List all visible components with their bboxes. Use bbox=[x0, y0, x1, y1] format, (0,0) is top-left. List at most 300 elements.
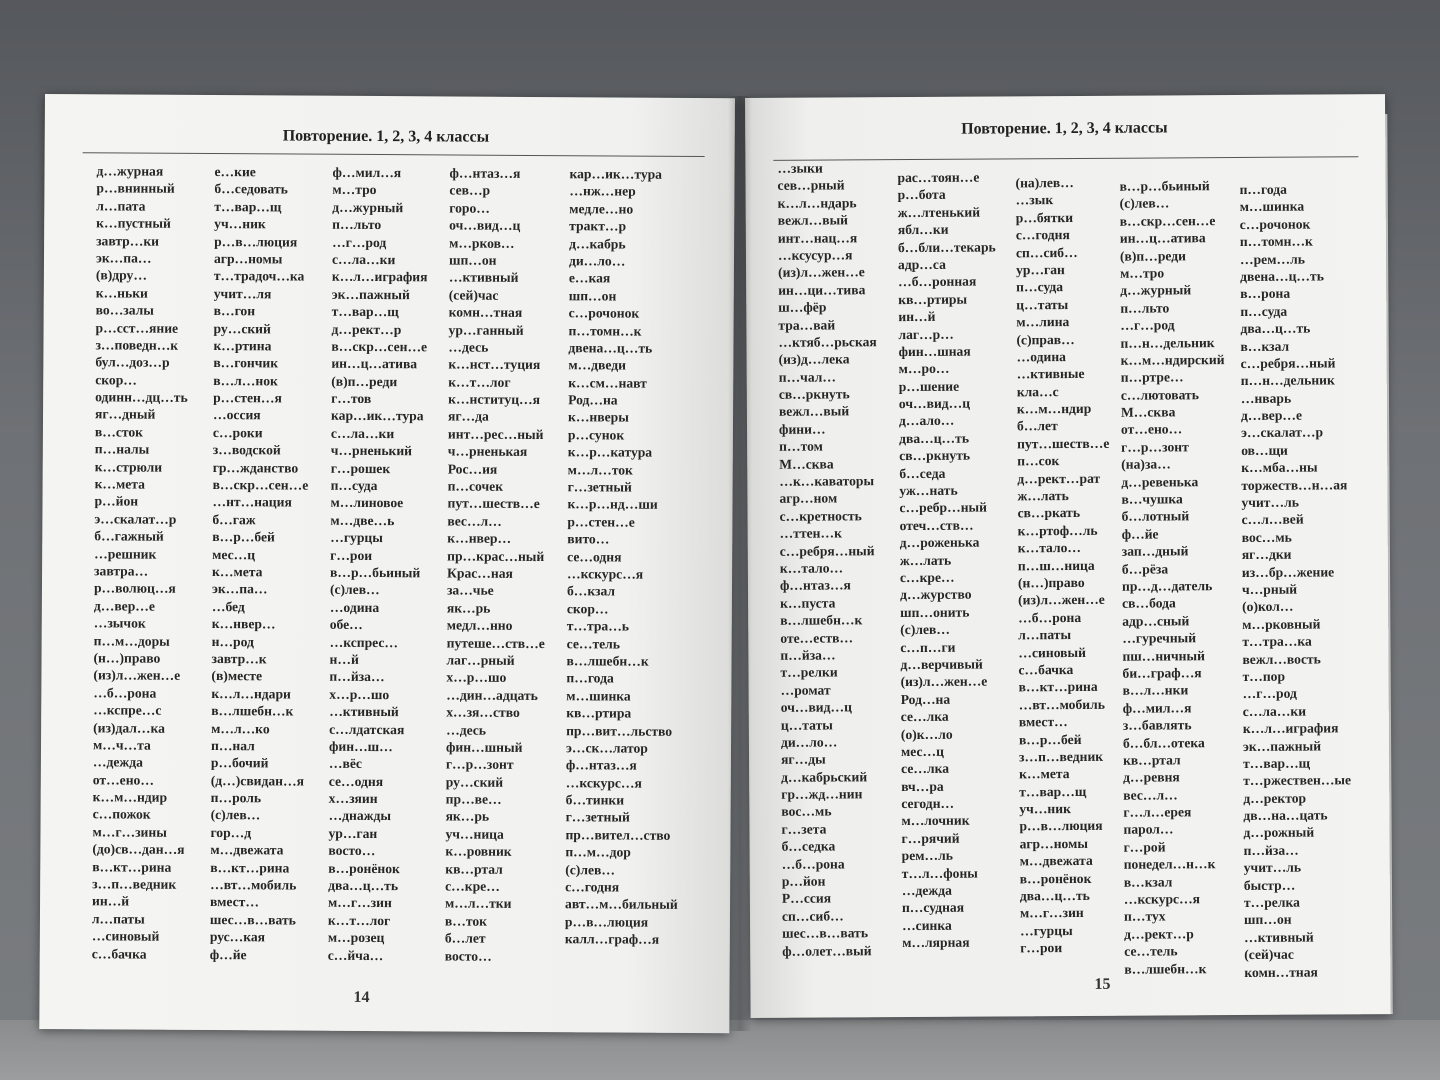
word-item: пр…ве… bbox=[445, 791, 502, 807]
word-item: д…журный bbox=[1120, 282, 1192, 299]
word-item: …зык bbox=[1015, 192, 1054, 208]
word-item: в…кзал bbox=[1123, 874, 1173, 890]
word-item: кв…ртал bbox=[445, 861, 503, 877]
word-item: учит…ль bbox=[1241, 494, 1299, 511]
word-item: м…рковный bbox=[1242, 616, 1321, 632]
word-item: г…рои bbox=[330, 547, 373, 563]
word-item: от…ено… bbox=[92, 771, 155, 788]
word-item: Рос…ия bbox=[447, 461, 498, 477]
word-item: комн…тная bbox=[1244, 964, 1318, 980]
word-item: шп…он bbox=[448, 252, 497, 268]
word-item: як…рь bbox=[445, 808, 490, 825]
word-item: к…стрюли bbox=[94, 458, 163, 475]
word-item: с…ла…ки bbox=[330, 425, 395, 441]
word-item: р…в…люция bbox=[214, 233, 298, 250]
right-page-column-3 bbox=[1015, 174, 1112, 957]
word-item: к…тало… bbox=[779, 560, 844, 576]
word-item: мес…ц bbox=[212, 546, 256, 562]
word-item: эк…па… bbox=[211, 581, 268, 597]
word-item: шес…в…вать bbox=[209, 911, 296, 928]
word-item: е…кие bbox=[214, 164, 256, 180]
word-item: …ксусур…я bbox=[777, 247, 853, 263]
word-item: св…ркнуть bbox=[899, 447, 971, 464]
word-item: г…р…зонт bbox=[445, 756, 514, 773]
word-item: к…нверы bbox=[567, 409, 629, 426]
word-item: л…паты bbox=[91, 911, 145, 927]
word-item: Род…на bbox=[900, 691, 951, 707]
word-item: м…тро bbox=[1120, 265, 1165, 281]
word-item: м…ч…та bbox=[92, 737, 151, 753]
word-item: д…вер…е bbox=[1240, 407, 1303, 424]
word-item: ов…щи bbox=[1241, 442, 1288, 458]
word-item: м…ро… bbox=[898, 361, 950, 377]
word-item: …ттен…к bbox=[779, 525, 842, 541]
word-item: адр…сный bbox=[1122, 613, 1190, 629]
word-item: учит…ль bbox=[1243, 859, 1302, 876]
word-item: учит…ля bbox=[213, 285, 272, 302]
word-item: в…лшебн…к bbox=[211, 703, 294, 719]
word-item: (с)лев… bbox=[329, 582, 380, 598]
word-item: к…мета bbox=[1019, 766, 1070, 782]
word-item: сп…сиб… bbox=[1015, 244, 1078, 260]
word-item: з…поведн…к bbox=[95, 337, 179, 353]
word-item: …дин…адцать bbox=[446, 687, 538, 703]
word-item: ц…таты bbox=[1016, 296, 1069, 313]
word-item: р…бятки bbox=[1015, 209, 1074, 226]
word-item: …десь bbox=[446, 721, 487, 738]
word-item: к…м…ндирский bbox=[1120, 351, 1225, 368]
left-page-column-1 bbox=[92, 162, 189, 963]
word-item: сев…рный bbox=[777, 177, 845, 194]
word-item: тракт…р bbox=[569, 218, 627, 234]
word-item: в…р…бьиный bbox=[1119, 178, 1210, 194]
word-item: (в)п…реди bbox=[1119, 247, 1186, 264]
word-item: …синовый bbox=[1018, 644, 1086, 660]
word-item: …рем…ль bbox=[1239, 251, 1305, 267]
word-item: п…йза… bbox=[1243, 842, 1299, 858]
word-item: уч…ник bbox=[1019, 801, 1071, 817]
word-item: зап…дный bbox=[1121, 543, 1189, 559]
word-item: в…лшебн…к bbox=[780, 612, 863, 628]
word-item: э…скалат…р bbox=[94, 511, 177, 527]
word-item: эк…па… bbox=[95, 250, 152, 266]
word-item: р…стен…е bbox=[567, 514, 635, 530]
word-item: оч…вид…ц bbox=[898, 395, 971, 412]
word-item: ябл…ки bbox=[897, 221, 949, 238]
word-item: …б…ронная bbox=[898, 273, 977, 290]
left-page-header: Повторение. 1, 2, 3, 4 классы bbox=[282, 127, 490, 146]
word-item: сев…р bbox=[449, 182, 491, 199]
word-item: вежл…вый bbox=[777, 212, 849, 228]
word-item: …бед bbox=[211, 598, 245, 614]
word-item: в…ронёнок bbox=[1019, 870, 1092, 886]
word-item: т…л…фоны bbox=[901, 865, 978, 881]
word-item: м…лина bbox=[1016, 314, 1070, 330]
word-item: к…нституц…я bbox=[448, 391, 541, 408]
word-item: в…чушка bbox=[1121, 491, 1183, 507]
word-item: (с)лев… bbox=[210, 807, 261, 823]
word-item: д…ревенька bbox=[1121, 473, 1199, 490]
word-item: к…мета bbox=[94, 476, 146, 492]
word-item: с…кре… bbox=[899, 569, 955, 586]
word-item: вежл…вость bbox=[1242, 651, 1321, 667]
word-item: …одина bbox=[1016, 348, 1066, 365]
word-item: ур…ганный bbox=[448, 321, 524, 338]
word-item: п…нал bbox=[210, 737, 255, 754]
word-item: …зыки bbox=[777, 160, 823, 176]
word-item: г…л…ерея bbox=[1123, 804, 1192, 820]
word-item: р…внинный bbox=[96, 180, 175, 197]
word-item: с…кретность bbox=[779, 508, 862, 524]
word-item: ф…нтаз…я bbox=[565, 757, 637, 773]
word-item: шп…он bbox=[1243, 912, 1292, 928]
word-item: ф…йе bbox=[209, 946, 247, 962]
word-item: …синовый bbox=[91, 928, 160, 944]
word-item: ч…рный bbox=[1241, 581, 1298, 597]
word-item: ф…мил…я bbox=[1122, 700, 1192, 716]
word-item: т…вар…щ bbox=[1019, 783, 1087, 800]
word-item: н…род bbox=[211, 633, 254, 649]
word-item: к…мета bbox=[212, 564, 263, 580]
word-item: с…лдатская bbox=[329, 721, 405, 737]
word-item: …нт…нация bbox=[212, 494, 292, 510]
word-item: (о)кол… bbox=[1242, 599, 1294, 615]
word-item: мес…ц bbox=[900, 743, 944, 759]
word-item: к…ньки bbox=[95, 285, 148, 301]
word-item: п…сок bbox=[1017, 453, 1060, 469]
word-item: (с)лев… bbox=[900, 621, 950, 638]
word-item: (из)л…жен…е bbox=[93, 667, 181, 684]
word-item: се…тель bbox=[566, 635, 621, 652]
word-item: б…гажный bbox=[94, 528, 164, 544]
word-item: парол… bbox=[1123, 821, 1174, 838]
word-item: м…лярная bbox=[902, 934, 970, 951]
word-item: гор…д bbox=[210, 824, 252, 841]
right-page-column-5 bbox=[1240, 180, 1353, 981]
word-item: к…пустный bbox=[96, 215, 171, 231]
word-item: гр…жданство bbox=[212, 459, 299, 476]
word-item: ин…й bbox=[92, 893, 130, 909]
word-item: п…суда bbox=[330, 477, 378, 494]
word-item: п…суда bbox=[1240, 303, 1288, 319]
word-item: п…года bbox=[1239, 181, 1287, 197]
word-item: оч…вид…ц bbox=[449, 217, 521, 234]
word-item: вос…мь bbox=[1241, 529, 1292, 545]
word-item: из…бр…жение bbox=[1241, 564, 1335, 580]
word-item: б…кзал bbox=[566, 583, 616, 599]
word-item: се…одня bbox=[328, 773, 384, 789]
word-item: с…л…вей bbox=[1241, 512, 1304, 528]
word-item: дв…на…цать bbox=[1243, 807, 1328, 824]
word-item: се…тель bbox=[1124, 943, 1178, 959]
word-item: б…седа bbox=[899, 465, 946, 481]
word-item: …ктивные bbox=[1016, 366, 1085, 382]
word-item: (до)св…дан…я bbox=[92, 841, 185, 858]
word-item: …дежда bbox=[901, 882, 952, 899]
word-item: в…кт…рина bbox=[1018, 679, 1098, 695]
word-item: в…р…бьиный bbox=[330, 564, 421, 581]
word-item: д…кабрь bbox=[569, 235, 626, 252]
word-item: ж…лать bbox=[899, 552, 952, 568]
word-item: е…кая bbox=[568, 270, 611, 286]
word-item: п…года bbox=[566, 670, 614, 686]
word-item: вмест… bbox=[210, 894, 259, 910]
word-item: м…г…зин bbox=[1019, 905, 1084, 921]
word-item: г…зетный bbox=[565, 809, 630, 826]
right-word-columns bbox=[745, 156, 1390, 980]
word-item: б…лет bbox=[1016, 418, 1058, 434]
left-page-column-4 bbox=[445, 164, 548, 965]
word-item: в…л…нки bbox=[1122, 682, 1189, 699]
word-item: т…вар…щ bbox=[1243, 755, 1311, 771]
word-item: в…кзал bbox=[1240, 338, 1290, 354]
word-item: л…пата bbox=[96, 198, 146, 214]
word-item: (из)л…жен…е bbox=[778, 264, 865, 281]
word-item: м…л…ко bbox=[211, 720, 270, 736]
word-item: вес…л… bbox=[1123, 787, 1178, 803]
word-item: ур…ган bbox=[328, 825, 378, 841]
word-item: ж…лать bbox=[1017, 488, 1069, 504]
word-item: медле…но bbox=[569, 200, 634, 217]
word-item: шес…в…вать bbox=[782, 925, 869, 941]
word-item: от…ено… bbox=[1120, 421, 1183, 438]
word-item: з…п…ведник bbox=[1018, 748, 1104, 765]
word-item: агр…ном bbox=[779, 490, 838, 507]
word-item: ч…рненький bbox=[330, 443, 413, 459]
word-item: м…розец bbox=[327, 929, 385, 946]
word-item: инт…нац…я bbox=[777, 229, 858, 246]
word-item: св…ркнуть bbox=[778, 386, 850, 402]
word-item: з…бавлять bbox=[1122, 717, 1192, 733]
word-item: д…верчивый bbox=[900, 656, 983, 672]
word-item: агр…номы bbox=[1019, 835, 1088, 852]
word-item: п…н…дельник bbox=[1120, 334, 1215, 351]
word-item: р…в…люция bbox=[564, 913, 649, 930]
word-item: м…л…тки bbox=[445, 895, 512, 912]
word-item: пр…крас…ный bbox=[447, 548, 545, 564]
word-item: (сей)час bbox=[448, 287, 499, 303]
word-item: в…кт…рина bbox=[210, 859, 290, 876]
word-item: к…ртина bbox=[213, 337, 272, 354]
word-item: рем…ль bbox=[901, 847, 953, 864]
word-item: шп…онить bbox=[900, 604, 970, 620]
word-item: за…чье bbox=[446, 582, 494, 599]
word-item: к…нвер… bbox=[211, 616, 276, 632]
word-item: м…дведи bbox=[568, 357, 627, 373]
word-item: к…см…навт bbox=[568, 374, 647, 391]
word-item: Род…на bbox=[568, 392, 618, 408]
word-item: (из)л…жен…е bbox=[1018, 592, 1105, 608]
word-item: Крас…ная bbox=[447, 565, 513, 581]
word-item: …гуречный bbox=[1122, 630, 1197, 646]
left-page-column-5 bbox=[565, 165, 682, 948]
word-item: н…й bbox=[329, 651, 359, 667]
word-item: м…две…ь bbox=[330, 512, 395, 528]
word-item: р…йон bbox=[781, 873, 826, 889]
word-item: (д…)свидан…я bbox=[210, 772, 305, 789]
word-item: пр…вит…льство bbox=[566, 722, 673, 739]
word-item: (с)лев… bbox=[565, 861, 616, 878]
word-item: завтр…ки bbox=[96, 232, 160, 249]
word-item: …г…род bbox=[1120, 317, 1175, 333]
word-item: …нж…нер bbox=[569, 183, 636, 200]
word-item: м…шинка bbox=[1239, 198, 1305, 215]
left-page bbox=[39, 94, 735, 1033]
left-page-column-2 bbox=[210, 163, 311, 964]
word-item: шп…он bbox=[568, 287, 617, 304]
word-item: г…зетный bbox=[567, 479, 632, 495]
word-item: …г…род bbox=[1242, 685, 1297, 702]
word-item: п…том bbox=[779, 438, 823, 455]
word-item: …кскурс…я bbox=[1123, 891, 1201, 907]
word-item: г…рошек bbox=[330, 460, 391, 476]
word-item: медл…нно bbox=[446, 617, 513, 634]
right-page-column-2 bbox=[897, 168, 1000, 951]
word-item: б…седка bbox=[781, 838, 836, 855]
word-item: п…льто bbox=[1120, 300, 1170, 316]
word-item: М…сква bbox=[779, 456, 834, 472]
word-item: р…сст…яние bbox=[95, 319, 179, 336]
word-item: п…йза… bbox=[780, 647, 836, 663]
word-item: …кспре…с bbox=[93, 702, 162, 718]
word-item: пут…шеств…е bbox=[1017, 435, 1110, 452]
word-item: з…водской bbox=[212, 442, 281, 458]
word-item: п…суда bbox=[1016, 279, 1064, 295]
word-item: …днажды bbox=[328, 808, 392, 824]
word-item: …гурцы bbox=[1020, 922, 1073, 939]
word-item: агр…номы bbox=[213, 250, 283, 267]
word-item: м…г…зины bbox=[92, 824, 167, 840]
word-item: г…р…зонт bbox=[1121, 439, 1189, 455]
word-item: к…пуста bbox=[780, 595, 836, 611]
word-item: вежл…вый bbox=[778, 403, 850, 420]
word-item: (на)лев… bbox=[1015, 174, 1074, 191]
word-item: (с)лев… bbox=[1119, 195, 1170, 212]
word-item: х…зяин bbox=[328, 790, 378, 807]
word-item: ди…ло… bbox=[568, 253, 626, 269]
word-item: п…ртре… bbox=[1120, 369, 1184, 386]
word-item: …ктивный bbox=[448, 269, 519, 286]
word-item: с…годня bbox=[1015, 227, 1070, 243]
word-item: в…кт…рина bbox=[92, 858, 172, 875]
word-item: яг…дки bbox=[1241, 546, 1292, 563]
word-item: ш…фёр bbox=[778, 299, 827, 315]
word-item: скор… bbox=[566, 600, 609, 617]
book-spine bbox=[728, 96, 752, 1031]
word-item: м…рков… bbox=[449, 235, 515, 251]
word-item: т…релка bbox=[1243, 894, 1300, 910]
word-item: бул…доз…р bbox=[95, 354, 170, 371]
word-item: э…ск…латор bbox=[565, 740, 648, 756]
word-item: авт…м…бильный bbox=[565, 896, 678, 913]
word-item: т…тра…ка bbox=[1242, 633, 1312, 650]
word-item: ф…нтаз…я bbox=[779, 577, 851, 594]
word-item: быстр… bbox=[1243, 877, 1296, 893]
word-item: к…л…ндарь bbox=[777, 195, 857, 211]
word-item: (н…)право bbox=[1017, 574, 1085, 591]
word-item: с…рочонок bbox=[568, 305, 640, 321]
word-item: к…т…лог bbox=[327, 912, 391, 928]
word-item: пут…шеств…е bbox=[447, 495, 540, 512]
word-item: п…н…дельник bbox=[1240, 372, 1335, 389]
word-item: с…ребря…ный bbox=[779, 542, 875, 559]
left-word-columns bbox=[40, 162, 735, 986]
word-item: в…лшебн…к bbox=[1124, 960, 1207, 977]
word-item: с…роки bbox=[212, 424, 263, 441]
word-item: ин…й bbox=[898, 308, 936, 325]
word-item: (из)л…жен…е bbox=[900, 673, 988, 690]
word-item: …одина bbox=[329, 599, 380, 615]
word-item: рас…тоян…е bbox=[897, 169, 980, 186]
word-item: с…ла…ки bbox=[331, 251, 396, 268]
word-item: комн…тная bbox=[448, 304, 523, 321]
word-item: б…тинки bbox=[565, 792, 625, 808]
word-item: эк…пажный bbox=[331, 286, 410, 302]
word-item: п…налы bbox=[94, 441, 150, 457]
word-item: ру…ский bbox=[213, 320, 271, 336]
word-item: (о)к…ло bbox=[900, 726, 953, 742]
word-item: сегодн… bbox=[901, 795, 955, 812]
word-item: м…тро bbox=[332, 182, 377, 198]
word-item: п…ш…ница bbox=[1017, 557, 1095, 573]
word-item: к…мба…ны bbox=[1241, 459, 1318, 476]
word-item: се…одня bbox=[567, 548, 622, 565]
left-page-column-3 bbox=[328, 164, 429, 965]
word-item: …б…рона bbox=[93, 685, 157, 701]
word-item: отеч…ств… bbox=[899, 517, 974, 533]
word-item: д…рект…рат bbox=[1017, 470, 1101, 486]
word-item: лаг…рный bbox=[446, 652, 515, 668]
word-item: б…лотный bbox=[1121, 508, 1190, 525]
word-item: т…вар…щ bbox=[214, 198, 282, 215]
word-item: кв…ртал bbox=[1123, 752, 1181, 768]
word-item: вос…мь bbox=[781, 803, 832, 820]
word-item: г…тов bbox=[331, 390, 372, 407]
word-item: ч…рненькая bbox=[447, 443, 528, 460]
word-item: кар…ик…тура bbox=[569, 166, 663, 182]
word-item: двена…ц…ть bbox=[568, 340, 653, 356]
word-item: два…ц…ть bbox=[1019, 887, 1090, 904]
word-item: г…зета bbox=[781, 821, 827, 837]
word-item: …ктяб…рьская bbox=[778, 334, 877, 350]
word-item: с…лютовать bbox=[1120, 386, 1199, 403]
word-item: …решник bbox=[94, 545, 157, 562]
word-item: (н…)право bbox=[93, 650, 161, 666]
word-item: уч…ник bbox=[214, 216, 266, 232]
word-item: вито… bbox=[567, 531, 610, 547]
word-item: (из)дал…ка bbox=[93, 719, 165, 736]
word-item: к…р…катура bbox=[567, 444, 653, 460]
word-item: лаг…р… bbox=[898, 326, 954, 342]
word-item: …кспрес… bbox=[329, 634, 399, 650]
word-item: …десь bbox=[448, 339, 489, 355]
word-item: б…гаж bbox=[212, 511, 256, 528]
word-item: с…йча… bbox=[327, 947, 384, 963]
word-item: д…ревня bbox=[1123, 769, 1180, 785]
word-item: М…сква bbox=[1120, 404, 1176, 420]
word-item: г…рои bbox=[1020, 940, 1063, 956]
word-item: …г…род bbox=[332, 234, 387, 250]
word-item: фин…ш… bbox=[328, 738, 393, 755]
word-item: т…традоч…ка bbox=[213, 268, 305, 284]
word-item: д…вер…е bbox=[93, 598, 155, 614]
word-item: д…рожный bbox=[1243, 824, 1315, 841]
word-item: т…ржествен…ые bbox=[1243, 772, 1352, 789]
word-item: восто… bbox=[328, 842, 376, 859]
word-item: …кскурс…я bbox=[567, 566, 644, 582]
word-item: двена…ц…ть bbox=[1240, 268, 1324, 284]
word-item: с…ребря…ный bbox=[1240, 355, 1336, 371]
